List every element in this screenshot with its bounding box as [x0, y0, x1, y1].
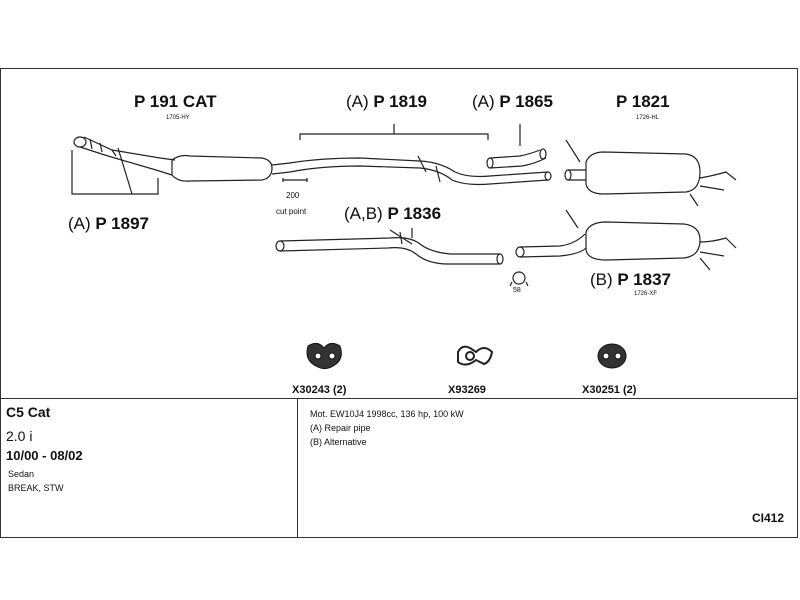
catalyst-drawing — [172, 156, 290, 182]
part-prefix-p1819: (A) — [346, 92, 369, 111]
part-sub-p1821: 1726-HL — [636, 115, 660, 121]
cut-length: 200 — [286, 191, 300, 200]
accessory-code-x30243: X30243 (2) — [292, 384, 347, 396]
part-label-p191: P 191 CAT — [134, 92, 217, 111]
part-label-p1821: P 1821 — [616, 92, 670, 111]
part-label-p1837 — [590, 270, 671, 290]
part-prefix-p1836: (A,B) — [344, 204, 383, 223]
vehicle-body-break: BREAK, STW — [8, 483, 64, 493]
part-label-p1819 — [346, 92, 427, 112]
part-number-p1865: P 1865 — [499, 92, 553, 111]
clamp-size: 58 — [513, 287, 521, 294]
part-sub-p1837: 1726-XF — [634, 291, 658, 297]
intermediate-pipe-drawing — [276, 230, 503, 264]
part-prefix-p1865: (A) — [472, 92, 495, 111]
note-alternative: (B) Alternative — [310, 437, 367, 447]
note-repair-pipe: (A) Repair pipe — [310, 423, 371, 433]
part-label-p1865 — [472, 92, 553, 112]
clamp-58-drawing — [510, 272, 528, 286]
repair-pipe-drawing — [487, 149, 546, 168]
vehicle-body-sedan: Sedan — [8, 469, 35, 479]
part-number-p1819: P 1819 — [373, 92, 427, 111]
part-label-p1897 — [68, 214, 149, 234]
part-prefix-p1897: (A) — [68, 214, 91, 233]
middle-pipe-drawing — [290, 156, 551, 185]
engine-notes: Mot. EW10J4 1998cc, 136 hp, 100 kW — [310, 409, 464, 419]
accessory-code-x93269: X93269 — [448, 384, 486, 396]
clamp-icon — [458, 347, 492, 365]
vehicle-years: 10/00 - 08/02 — [6, 448, 83, 463]
part-number-p1836: P 1836 — [387, 204, 442, 223]
rear-silencer-bottom-drawing — [516, 210, 736, 270]
vehicle-model: C5 Cat — [6, 404, 51, 420]
rubber-ring-icon — [598, 344, 626, 368]
part-label-p1836 — [344, 204, 441, 224]
part-number-p1897: P 1897 — [95, 214, 149, 233]
diagram-code: CI412 — [752, 511, 785, 525]
cut-point-label: cut point — [276, 207, 307, 216]
rear-silencer-top-drawing — [565, 140, 736, 206]
part-prefix-p1837: (B) — [590, 270, 613, 289]
accessory-code-x30251: X30251 (2) — [582, 384, 637, 396]
part-number-p1837: P 1837 — [617, 270, 671, 289]
vehicle-engine: 2.0 i — [6, 428, 33, 444]
part-sub-p191: 1705-HY — [166, 115, 190, 121]
rubber-hanger-icon — [307, 343, 341, 368]
